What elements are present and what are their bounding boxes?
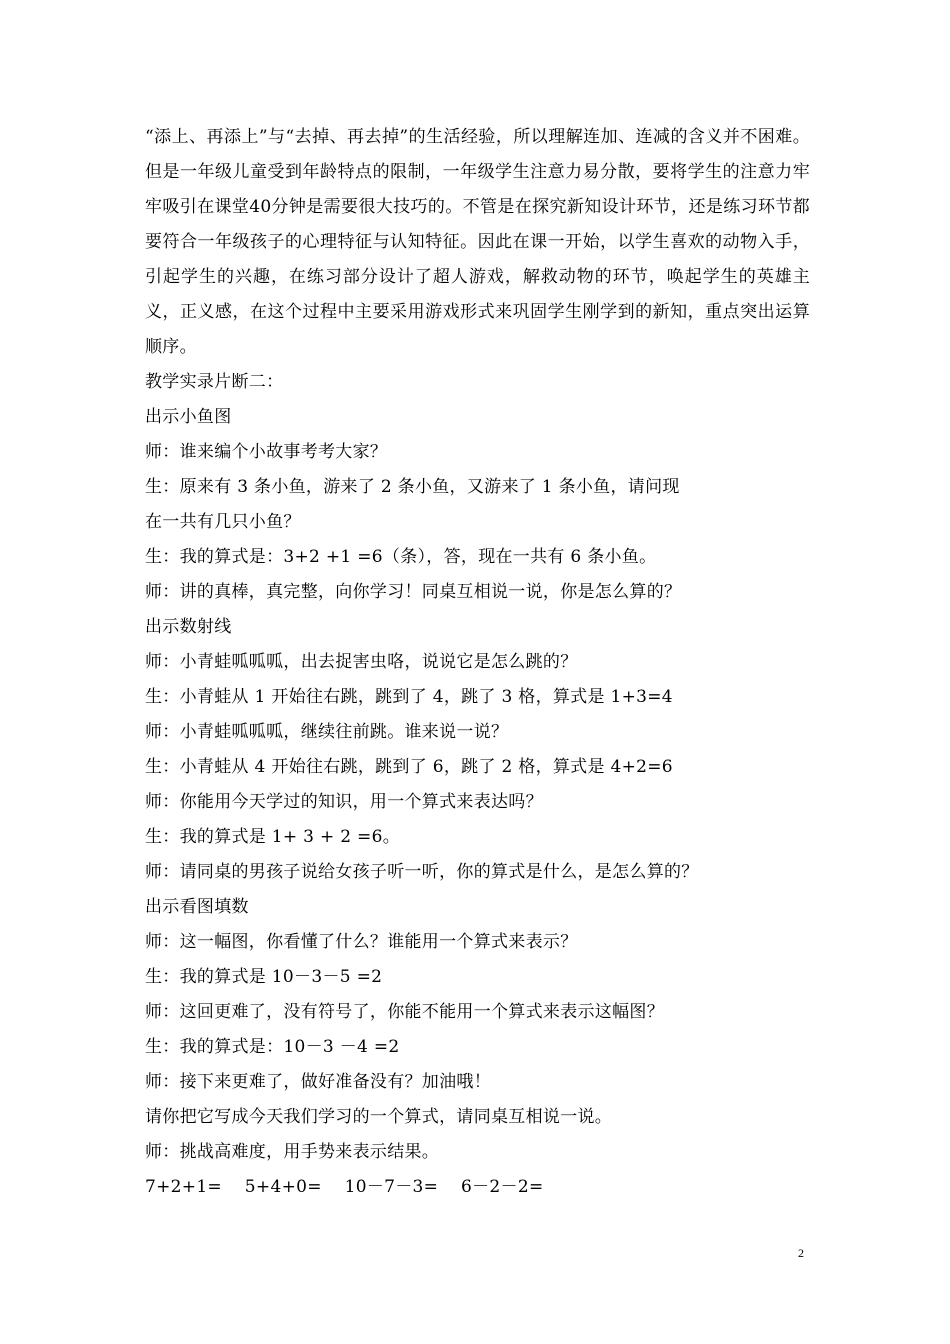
text-line: 师：接下来更难了，做好准备没有？加油哦！ — [145, 1072, 491, 1092]
text-line: 生：我的算式是：10－3 －4 =2 — [145, 1037, 400, 1057]
text-line: 生：小青蛙从 4 开始往右跳，跳到了 6，跳了 2 格，算式是 4+2=6 — [145, 757, 673, 777]
text-line: 师：小青蛙呱呱呱，出去捉害虫咯，说说它是怎么跳的？ — [145, 652, 578, 672]
text-line: 师：这回更难了，没有符号了，你能不能用一个算式来表示这幅图？ — [145, 1002, 664, 1022]
page-content — [145, 120, 810, 1205]
text-line: 生：我的算式是 10－3－5 =2 — [145, 967, 383, 987]
text-line: 师：你能用今天学过的知识，用一个算式来表达吗？ — [145, 792, 543, 812]
text-line: 生：我的算式是 1+ 3 + 2 =6。 — [145, 827, 401, 847]
text-line: 生：小青蛙从 1 开始往右跳，跳到了 4，跳了 3 格，算式是 1+3=4 — [145, 687, 673, 707]
text-line: 师：小青蛙呱呱呱，继续往前跳。谁来说一说？ — [145, 722, 509, 742]
text-line: 出示看图填数 — [145, 897, 249, 917]
equations-line: 7+2+1= 5+4+0= 10－7－3= 6－2－2= — [145, 1177, 544, 1197]
page-number: 2 — [798, 1246, 804, 1260]
text-line: 生：原来有 3 条小鱼，游来了 2 条小鱼，又游来了 1 条小鱼，请问现 — [145, 477, 680, 497]
text-line: 师：这一幅图，你看懂了什么？谁能用一个算式来表示？ — [145, 932, 578, 952]
section-heading: 教学实录片断二： — [145, 372, 284, 392]
text-line: 生：我的算式是：3+2 +1 =6（条），答，现在一共有 6 条小鱼。 — [145, 547, 657, 567]
text-line: 师：谁来编个小故事考考大家？ — [145, 442, 388, 462]
text-line: 出示小鱼图 — [145, 407, 232, 427]
intro-paragraph: “添上、再添上”与“去掉、再去掉”的生活经验，所以理解连加、连减的含义并不困难。但是一年级儿童受到年龄特点的限制，一年级学生注意力易分散，要将学生的注意力牢牢吸引在课堂40分钟是需要很大技巧的。不管是在探究新知设计环节，还是练习环节都要符合一年级孩子的心理特征与认知特征。因此在课一开始，以学生喜欢的动物入手，引起学生的兴趣，在练习部分设计了超人游戏，解救动物的环节，唤起学生的英雄主义，正义感，在这个过程中主要采用游戏形式来巩固学生刚学到的新知，重点突出运算顺序。 — [145, 127, 810, 357]
text-line: 师：讲的真棒，真完整，向你学习！同桌互相说一说，你是怎么算的？ — [145, 582, 682, 602]
text-line: 师：请同桌的男孩子说给女孩子听一听，你的算式是什么，是怎么算的？ — [145, 862, 699, 882]
text-line: 出示数射线 — [145, 617, 232, 637]
text-line: 师：挑战高难度，用手势来表示结果。 — [145, 1142, 440, 1162]
text-line: 请你把它写成今天我们学习的一个算式，请同桌互相说一说。 — [145, 1107, 613, 1127]
text-line: 在一共有几只小鱼？ — [145, 512, 301, 532]
